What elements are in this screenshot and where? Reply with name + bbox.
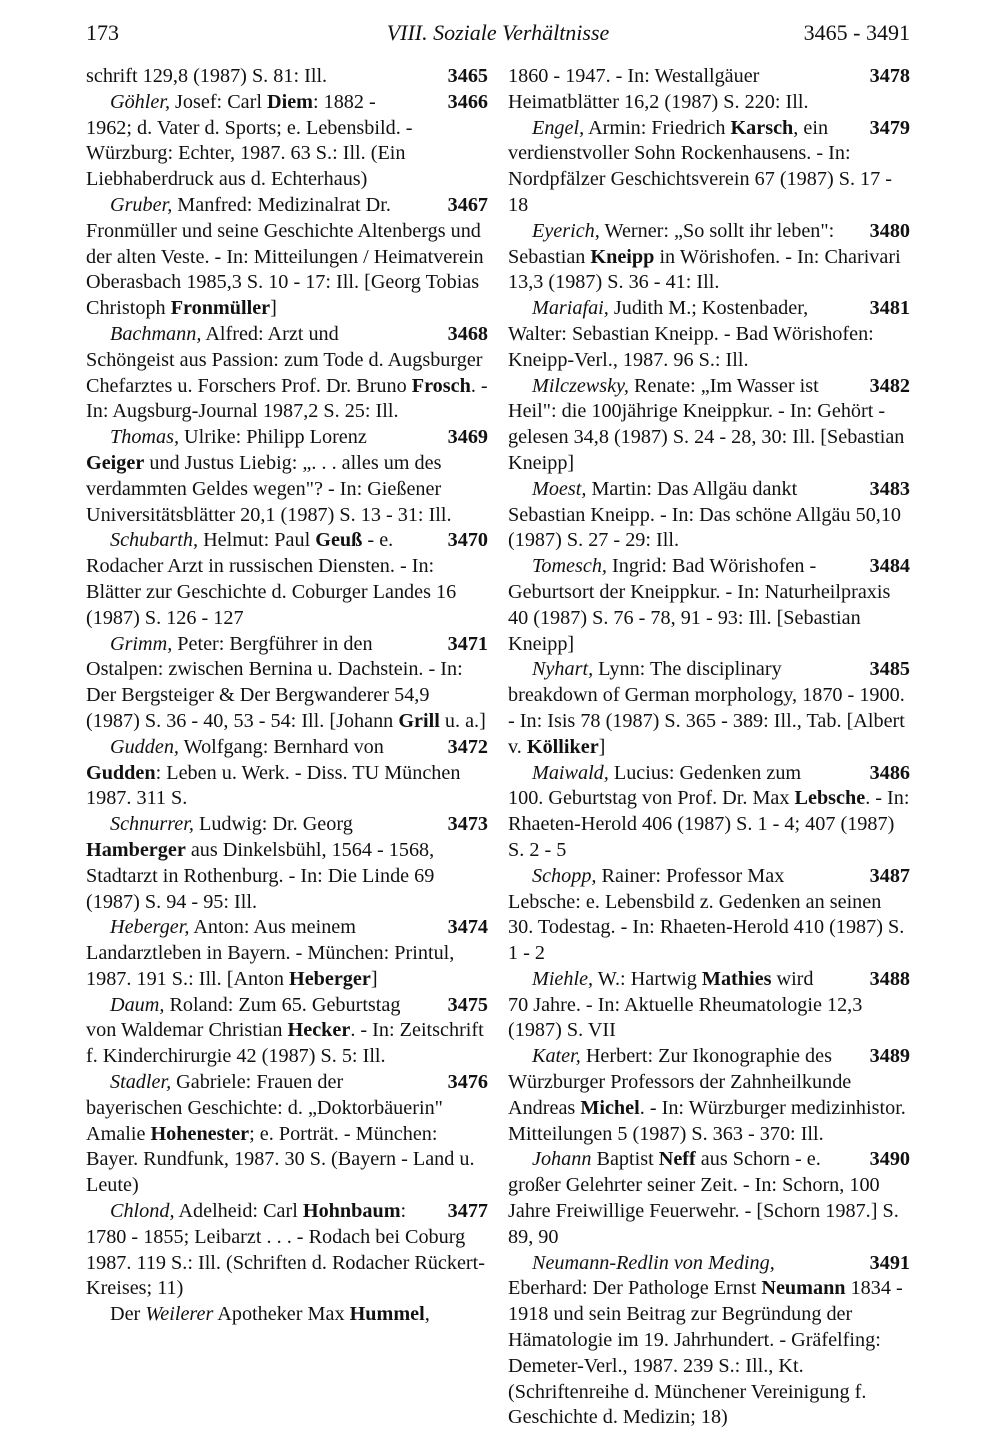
entry-text: Ingrid: Bad Wörishofen - Geburtsort der Kneippkur. - In: Naturheilpraxis 40 (1987) S. 76 - 78, 91 - 93: Ill. [Sebastian Kneipp] — [508, 555, 891, 655]
entry-subject: Hecker — [287, 1019, 351, 1042]
entry-subject: Neumann — [761, 1277, 846, 1300]
entry-text: Helmut: Paul — [198, 529, 316, 552]
entry-subject: Michel — [580, 1096, 640, 1119]
entry-author: Nyhart, — [532, 658, 594, 681]
entry-subject: Mathies — [701, 967, 772, 990]
entry-author: Gudden, — [110, 735, 179, 758]
entry-author: Chlond, — [110, 1200, 175, 1223]
bibliography-entry — [508, 657, 910, 760]
bibliography-entry — [86, 425, 488, 528]
entry-number: 3469 — [447, 426, 488, 449]
entry-number: 3473 — [447, 813, 488, 836]
entry-text: Lynn: The disciplinary breakdown of German morphology, 1870 - 1900. - In: Isis 78 (1987) S. 365 - 389: Ill., Tab. [Albert v. — [508, 658, 905, 758]
entry-subject: Grill — [398, 709, 440, 732]
bibliography-entry — [86, 528, 488, 631]
entry-text: . - In: Würzburger medizinhistor. Mitteilungen 5 (1987) S. 363 - 370: Ill. — [508, 1096, 906, 1145]
bibliography-entry — [508, 116, 910, 219]
entry-author: Gruber, — [110, 193, 173, 216]
entry-subject: Kneipp — [590, 245, 655, 268]
bibliography-entry — [508, 1147, 910, 1250]
bibliography-entry — [86, 90, 488, 193]
entry-subject: Diem — [267, 90, 313, 113]
entry-text: Armin: Friedrich — [584, 116, 731, 139]
entry-text: Alfred: Arzt und Schöngeist aus Passion: zum Tode d. Augsburger Chefarztes u. Forschers Prof. Dr. Bruno — [86, 322, 483, 397]
bibliography-entry — [86, 735, 488, 812]
entry-text: 1834 - 1918 und sein Beitrag zur Begründung der Hämatologie im 19. Jahrhundert. - Gräfelfing: Demeter-Verl., 1987. 239 S.: Ill., Kt. (Schriftenreihe d. Münchener Vereinigung f. Geschichte d. Medizin; 18) — [508, 1277, 903, 1429]
entry-text: Peter: Bergführer in den Ostalpen: zwischen Bernina u. Dachstein. - In: Der Bergsteiger & Der Bergwanderer 54,9 (1987) S. 36 - 40, 53 - 54: Ill. [Johann — [86, 632, 463, 732]
entry-text: . - In: Rhaeten-Herold 406 (1987) S. 1 - 4; 407 (1987) S. 2 - 5 — [508, 787, 910, 861]
entry-text: Der — [110, 1303, 146, 1326]
right-column — [508, 64, 910, 1431]
section-title: VIII. Soziale Verhältnisse — [386, 20, 610, 45]
entry-number: 3491 — [869, 1251, 910, 1274]
entry-author: Mariafai, — [532, 297, 609, 320]
entry-author-italic: Weilerer — [145, 1303, 214, 1326]
entry-subject: Hohenester — [150, 1122, 250, 1145]
entry-text: Werner: „So sollt ihr leben": Sebastian — [508, 219, 835, 268]
entry-subject: Heberger — [289, 967, 371, 990]
entry-author: Maiwald, — [532, 761, 609, 784]
entry-text: ] — [370, 967, 378, 990]
entry-number: 3466 — [447, 90, 488, 113]
entry-text: Josef: Carl — [170, 90, 267, 113]
bibliography-entry — [508, 296, 910, 373]
entry-author: Tomesch, — [532, 555, 607, 578]
entry-author: Grimm, — [110, 632, 173, 655]
bibliography-entry — [86, 812, 488, 915]
bibliography-entry — [86, 1199, 488, 1302]
entry-number: 3486 — [869, 761, 910, 784]
entry-author: Göhler, — [110, 90, 170, 113]
entry-text: und Justus Liebig: „. . . alles um des verdammten Geldes wegen"? - In: Gießener Universitätsblätter 20,1 (1987) S. 13 - 31: Ill. — [86, 451, 452, 526]
entry-text: Rainer: Professor Max Lebsche: e. Lebensbild z. Gedenken an seinen 30. Todestag. - In: Rhaeten-Herold 410 (1987) S. 1 - 2 — [508, 864, 905, 965]
entry-number: 3467 — [447, 193, 488, 216]
entry-author: Moest, — [532, 477, 587, 500]
entry-subject: Geuß — [315, 529, 363, 552]
entry-subject: Kölliker — [526, 735, 599, 758]
entry-text: . - In: Zeitschrift f. Kinderchirurgie 42 (1987) S. 5: Ill. — [86, 1019, 484, 1068]
entry-text: Apotheker Max — [213, 1303, 350, 1326]
entry-text: : 1780 - 1855; Leibarzt . . . - Rodach bei Coburg 1987. 119 S.: Ill. (Schriften d. Rodacher Rückert-Kreises; 11) — [86, 1200, 485, 1300]
entry-author: Eyerich, — [532, 219, 600, 242]
entry-author: Kater, — [532, 1045, 581, 1068]
entry-author: Stadler, — [110, 1071, 172, 1094]
entry-text: ; e. Porträt. - München: Bayer. Rundfunk, 1987. 30 S. (Bayern - Land u. Leute) — [86, 1122, 475, 1197]
bibliography-entry — [508, 64, 910, 116]
entry-subject: Karsch — [730, 116, 794, 139]
entry-number: 3475 — [447, 993, 488, 1016]
entry-text: : 1882 - 1962; d. Vater d. Sports; e. Lebensbild. - Würzburg: Echter, 1987. 63 S.: Ill. (Ein Liebhaberdruck aus d. Echterhaus) — [86, 90, 413, 191]
entry-text: Martin: Das Allgäu dankt Sebastian Kneipp. - In: Das schöne Allgäu 50,10 (1987) S. 27 - 29: Ill. — [508, 477, 902, 552]
entry-number: 3484 — [869, 555, 910, 578]
entry-text: . - In: Augsburg-Journal 1987,2 S. 25: Ill. — [86, 374, 488, 423]
entry-text: Judith M.; Kostenbader, Walter: Sebastian Kneipp. - Bad Wörishofen: Kneipp-Verl., 1987. 96 S.: Ill. — [508, 297, 874, 371]
entry-number: 3465 — [447, 65, 488, 87]
entry-author: Schopp, — [532, 864, 597, 887]
entry-subject: Geiger — [86, 451, 145, 474]
entry-text: 1860 - 1947. - In: Westallgäuer Heimatblätter 16,2 (1987) S. 220: Ill. — [508, 65, 809, 113]
entry-author: Miehle, — [532, 967, 594, 990]
entry-subject: Hummel — [349, 1303, 425, 1326]
entry-number: 3483 — [869, 477, 910, 500]
entry-text: Manfred: Medizinalrat Dr. Fronmüller und seine Geschichte Altenbergs und der alten Veste. - In: Mitteilungen / Heimatverein Oberasbach 1985,3 S. 10 - 17: Ill. [Georg Tobias Christoph — [86, 193, 484, 320]
entry-text: Baptist — [591, 1148, 659, 1171]
bibliography-entry — [86, 993, 488, 1070]
bibliography-entry — [508, 554, 910, 657]
entry-author: Schubarth, — [110, 529, 199, 552]
bibliography-entry — [508, 1251, 910, 1431]
entry-number: 3472 — [447, 735, 488, 758]
entry-subject: Hohnbaum — [302, 1200, 401, 1223]
entry-text: schrift 129,8 (1987) S. 81: Ill. — [86, 65, 328, 87]
entry-number: 3474 — [447, 916, 488, 939]
entry-number: 3468 — [447, 322, 488, 345]
bibliography-entry — [508, 477, 910, 554]
entry-number: 3485 — [869, 658, 910, 681]
entry-text: wird 70 Jahre. - In: Aktuelle Rheumatologie 12,3 (1987) S. VII — [508, 967, 863, 1042]
entry-number: 3481 — [869, 297, 910, 320]
entry-text: Ulrike: Philipp Lorenz — [179, 426, 367, 449]
entry-subject: Frosch — [411, 374, 471, 397]
entry-text: Eberhard: Der Pathologe Ernst — [508, 1277, 762, 1300]
entry-number: 3488 — [869, 967, 910, 990]
entry-number: 3482 — [869, 374, 910, 397]
bibliography-entry — [508, 761, 910, 864]
entry-number: 3471 — [447, 632, 488, 655]
bibliography-entry — [86, 632, 488, 735]
entry-author: Neumann-Redlin von Meding, — [532, 1251, 775, 1274]
entry-text: Anton: Aus meinem Landarztleben in Bayern. - München: Printul, 1987. 191 S.: Ill. [Anton — [86, 916, 455, 990]
entry-text: : Leben u. Werk. - Diss. TU München 1987. 311 S. — [86, 761, 461, 810]
entry-text: u. a.] — [439, 709, 486, 732]
entry-text: Gabriele: Frauen der bayerischen Geschichte: d. „Doktorbäuerin" Amalie — [86, 1071, 443, 1145]
bibliography-entry — [508, 219, 910, 296]
entry-text: Wolfgang: Bernhard von — [178, 735, 384, 758]
entry-number: 3490 — [869, 1148, 910, 1171]
page-header — [86, 20, 910, 54]
bibliography-entry — [508, 374, 910, 477]
bibliography-entry — [86, 1302, 488, 1328]
bibliography-entry — [86, 64, 488, 90]
entry-number: 3479 — [869, 116, 910, 139]
bibliography-entry — [86, 322, 488, 425]
entry-text: , — [424, 1303, 430, 1326]
entry-text: Renate: „Im Wasser ist Heil": die 100jährige Kneippkur. - In: Gehört - gelesen 34,8 (1987) S. 24 - 28, 30: Ill. [Sebastian Kneipp] — [508, 374, 905, 474]
entry-text: Herbert: Zur Ikonographie des Würzburger Professors der Zahnheilkunde Andreas — [508, 1045, 852, 1119]
entry-text: Roland: Zum 65. Geburtstag von Waldemar Christian — [86, 993, 401, 1042]
bibliography-entry — [86, 193, 488, 322]
entry-author: Johann — [532, 1148, 592, 1171]
entry-number: 3487 — [869, 864, 910, 887]
entry-text: , ein verdienstvoller Sohn Rockenhausens. - In: Nordpfälzer Geschichtsverein 67 (1987) S. 17 - 18 — [508, 116, 893, 216]
entry-text: ] — [598, 735, 606, 758]
left-column — [86, 64, 488, 1328]
entry-author: Heberger, — [110, 916, 190, 939]
entry-number: 3470 — [447, 529, 488, 552]
entry-author: Daum, — [110, 993, 165, 1016]
entry-text: - e. Rodacher Arzt in russischen Diensten. - In: Blätter zur Geschichte d. Coburger Landes 16 (1987) S. 126 - 127 — [86, 529, 457, 629]
entry-text: W.: Hartwig — [593, 967, 702, 990]
entry-text: ] — [270, 297, 277, 320]
entry-subject: Fronmüller — [170, 297, 271, 320]
entry-number: 3477 — [447, 1200, 488, 1223]
bibliography-entry — [508, 864, 910, 967]
entry-subject: Neff — [658, 1148, 696, 1171]
bibliography-entry — [86, 1070, 488, 1199]
entry-number: 3489 — [869, 1045, 910, 1068]
page-number: 173 — [86, 20, 119, 45]
entry-subject: Lebsche — [794, 787, 866, 810]
entry-range: 3465 - 3491 — [803, 20, 910, 45]
entry-author: Bachmann, — [110, 322, 202, 345]
entry-text: Lucius: Gedenken zum 100. Geburtstag von Prof. Dr. Max — [508, 761, 802, 810]
entry-author: Schnurrer, — [110, 813, 194, 836]
entry-author: Thomas, — [110, 426, 179, 449]
entry-number: 3476 — [447, 1071, 488, 1094]
entry-author: Engel, — [532, 116, 585, 139]
entry-subject: Gudden — [86, 761, 156, 784]
entry-text: in Wörishofen. - In: Charivari 13,3 (1987) S. 36 - 41: Ill. — [508, 245, 901, 294]
entry-subject: Hamberger — [86, 838, 186, 861]
bibliography-entry — [508, 967, 910, 1044]
entry-text: Adelheid: Carl — [174, 1200, 303, 1223]
entry-number: 3480 — [869, 219, 910, 242]
bibliography-entry — [86, 915, 488, 992]
entry-author: Milczewsky, — [532, 374, 629, 397]
bibliography-entry — [508, 1044, 910, 1147]
entry-text: aus Schorn - e. großer Gelehrter seiner Zeit. - In: Schorn, 100 Jahre Freiwillige Feuerwehr. - [Schorn 1987.] S. 89, 90 — [508, 1148, 899, 1248]
entry-text: aus Dinkelsbühl, 1564 - 1568, Stadtarzt in Rothenburg. - In: Die Linde 69 (1987) S. 94 - 95: Ill. — [86, 838, 435, 913]
entry-number: 3478 — [869, 65, 910, 87]
entry-text: Ludwig: Dr. Georg — [193, 813, 353, 836]
